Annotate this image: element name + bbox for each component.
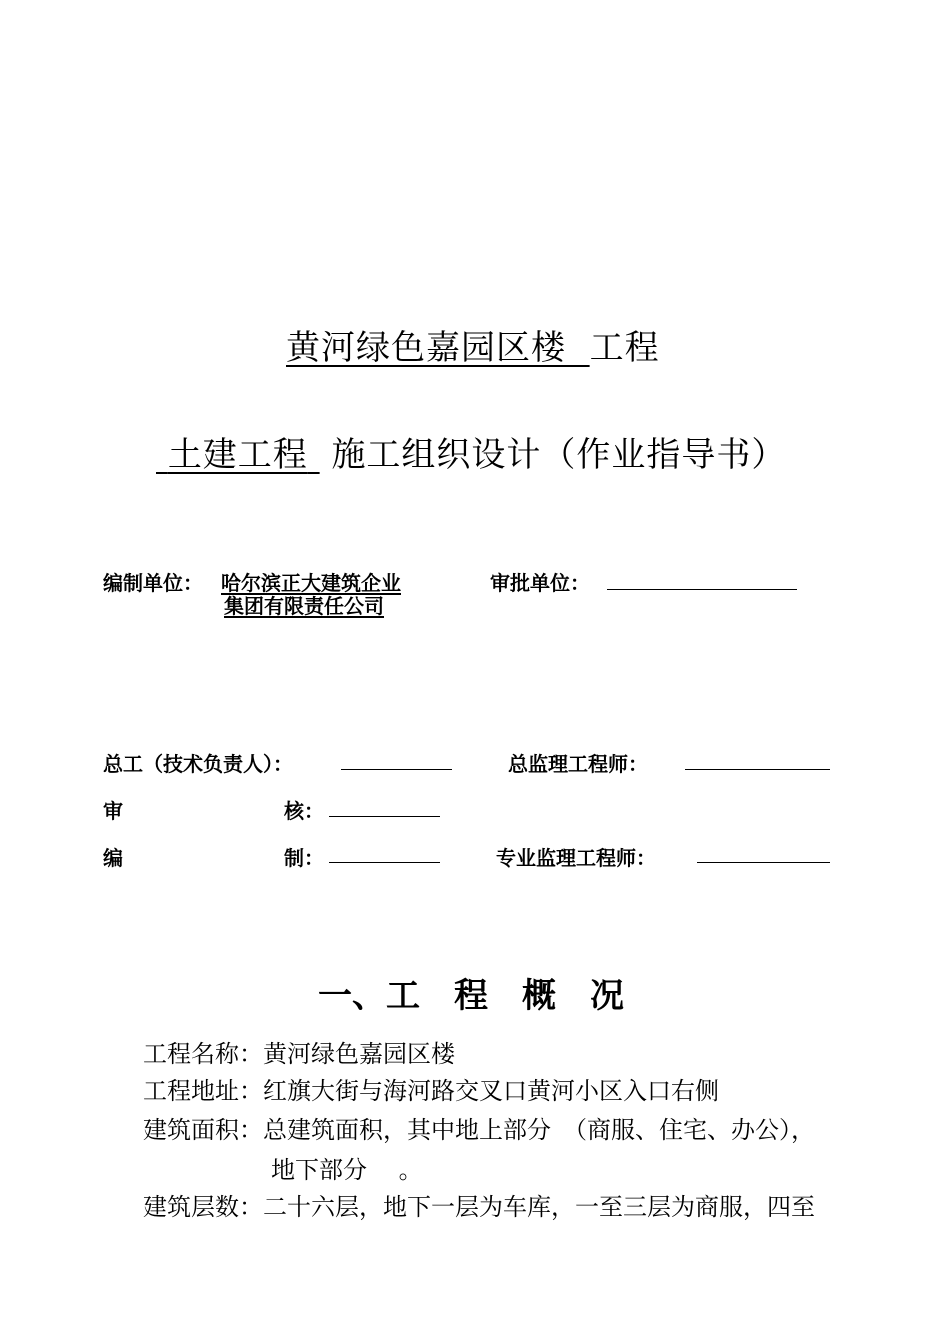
- title-line-1: [286, 320, 660, 369]
- overview-row-5: [143, 1187, 815, 1222]
- compile-unit-label: 编制单位：: [103, 571, 203, 595]
- overview-label: 工程名称：: [143, 1040, 263, 1068]
- project-name-underlined: 黄河绿色嘉园区楼: [286, 328, 566, 368]
- overview-row-1: [143, 1034, 455, 1069]
- overview-value: 总建筑面积，其中地上部分 （商服、住宅、办公），: [263, 1116, 815, 1144]
- compile-unit-value-line1: 哈尔滨正大建筑企业: [221, 571, 401, 595]
- chief-supervisor-blank[interactable]: [685, 769, 830, 770]
- section-heading-overview: 一、工 程 概 况: [318, 976, 624, 1016]
- overview-label: 建筑层数：: [143, 1193, 263, 1221]
- specialty-supervisor-label: 专业监理工程师：: [496, 846, 656, 870]
- approve-unit-blank[interactable]: [607, 589, 797, 590]
- overview-row-3: [143, 1110, 815, 1145]
- overview-label: 工程地址：: [143, 1077, 263, 1105]
- overview-value: 红旗大街与海河路交叉口黄河小区入口右侧: [263, 1077, 719, 1105]
- overview-row-2: [143, 1071, 719, 1106]
- review-label-char1: 审: [103, 799, 123, 823]
- specialty-supervisor-blank[interactable]: [697, 862, 830, 863]
- overview-value: 二十六层，地下一层为车库，一至三层为商服，四至: [263, 1193, 815, 1221]
- title-line-2: [156, 427, 786, 476]
- overview-label: 建筑面积：: [143, 1116, 263, 1144]
- compile-label-char2: 制：: [284, 846, 324, 870]
- discipline-text: 土建工程: [167, 435, 308, 475]
- title-line-2-suffix: 施工组织设计（作业指导书）: [331, 435, 787, 475]
- approve-unit-label: 审批单位：: [490, 571, 590, 595]
- chief-supervisor-label: 总监理工程师：: [508, 752, 648, 776]
- review-label-char2: 核：: [284, 799, 324, 823]
- chief-engineer-label: 总工（技术负责人）：: [103, 752, 293, 776]
- title-line-1-suffix: 工程: [589, 328, 660, 368]
- discipline-underlined: [156, 435, 320, 475]
- review-blank[interactable]: [329, 816, 440, 817]
- underline-blank: [566, 328, 590, 368]
- overview-value: 地下部分 。: [271, 1156, 423, 1184]
- compile-label-char1: 编: [103, 846, 123, 870]
- overview-row-4: [271, 1150, 423, 1185]
- chief-engineer-blank[interactable]: [341, 769, 452, 770]
- compile-unit-value-line2: 集团有限责任公司: [224, 594, 384, 618]
- compile-blank[interactable]: [329, 862, 440, 863]
- overview-value: 黄河绿色嘉园区楼: [263, 1040, 455, 1068]
